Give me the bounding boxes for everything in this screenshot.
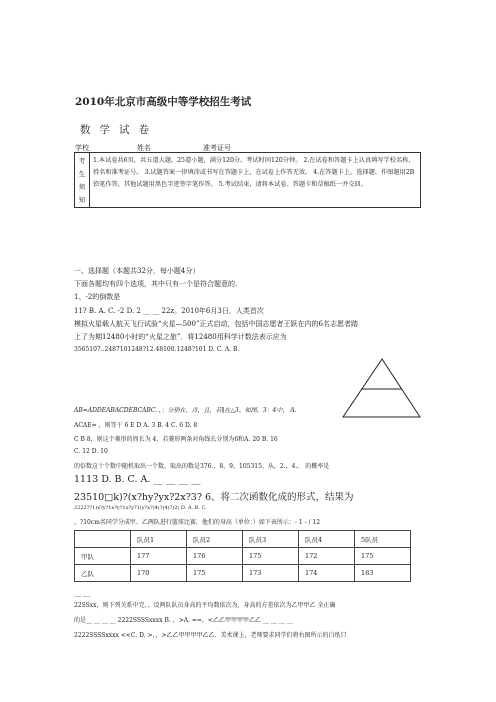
table-cell: 177 bbox=[131, 548, 187, 565]
table-cell: 队员2 bbox=[187, 531, 243, 548]
triangle-abc bbox=[343, 359, 420, 417]
question-line: C B 8，则这个菱形的周长为 4、若菱形两条对角线长分别为6和A. 20 B. 16 bbox=[74, 436, 278, 443]
table-cell: 队员4 bbox=[299, 531, 355, 548]
table-cell: 乙队 bbox=[75, 565, 131, 582]
notice-header-char: 知 bbox=[78, 196, 86, 204]
table-row bbox=[75, 565, 411, 582]
school-label: 学校 bbox=[75, 144, 89, 152]
section-heading: 一、选择题（本题共32分，每小题4分） bbox=[74, 267, 200, 275]
section-instruction: 下面各题均有四个选项，其中只有一个是符合题意的. bbox=[74, 280, 238, 288]
question-line: AB=ADDEABACDEBCABC．、：分别在、点，且，若∥在△3、如图，3：4中， A. bbox=[74, 407, 297, 414]
table-cell: 170 bbox=[131, 565, 187, 582]
question-line: 11? B. A. C. -2 D. 2 __ __ 22z。2010年6月3日，人类首次 bbox=[74, 307, 264, 315]
name-label: 姓名 bbox=[137, 144, 151, 152]
question-line: 2222SSSSxxxx <<C. D. >，，>乙乙甲甲甲甲乙乙、美术课上，老师要求同学们将右图所示的白纸只 bbox=[74, 632, 347, 639]
table-cell: 5队员 bbox=[355, 531, 411, 548]
table-cell: 175 bbox=[187, 565, 243, 582]
table-cell: 175 bbox=[355, 548, 411, 565]
question-line: 3565107..2487101248?12.48100.1248?101 D. C. A. B. bbox=[74, 346, 240, 353]
triangle-figure bbox=[340, 357, 422, 419]
table-row bbox=[75, 548, 411, 565]
notice-text: 1.本试卷共6页，共五道大题，25道小题，满分120分。考试时间120分钟。 2.在试卷和答题卡上认真填写学校名称、姓名和准考证号。 3.试题答案一律填涂或书写在答题卡上，在试卷上作答无效。 4.在答题卡上，选择题、作图题用2B铅笔作答，其他试题用黑色字迹签字笔作答。 5.考试结束，请将本试卷、答题卡和草稿纸一并交回。 bbox=[93, 157, 415, 188]
notice-box bbox=[74, 152, 421, 208]
table-cell bbox=[75, 531, 131, 548]
question-1: 1、-2的倒数是 bbox=[74, 293, 121, 301]
question-line: 的倍数这十个数中随机取出一个数，取出的数是376.、8，9，105315、从，2.、4.、 的概率是 bbox=[74, 463, 330, 470]
question-line-table-intro: 、?10cm名同学分成甲、乙两队进行篮球比赛，他们的身高（单位：）如下表所示：- 1 - / 12 bbox=[74, 519, 321, 526]
table-cell: 队员3 bbox=[243, 531, 299, 548]
table-cell: 175 bbox=[243, 548, 299, 565]
blank-marks: __ __ bbox=[74, 589, 91, 597]
question-line: 模拟火星载人航天飞行试验“火星—500”正式启动，包括中国志愿者王跃在内的6名志愿者踏 bbox=[74, 320, 358, 328]
table-cell: 183 bbox=[355, 565, 411, 582]
table-cell: 174 bbox=[299, 565, 355, 582]
question-line-1113: 1113 D. B. C. A. __ __ __ __ bbox=[74, 474, 201, 485]
question-line: 的是__ __ __ __ 2222SSSSxxxx B. ，>A. ==，<乙乙甲甲甲甲乙乙 __ __ __ __ bbox=[74, 617, 293, 624]
table-cell: 173 bbox=[243, 565, 299, 582]
notice-header-char: 须 bbox=[78, 183, 86, 191]
exam-subtitle: 数学试卷 bbox=[80, 124, 158, 136]
notice-header-char: 生 bbox=[78, 170, 86, 178]
question-line-options: 2222??1)x?y?1x?y?1x?y?1(y?x?)4(?)4(?)2( D. A. B. C. bbox=[74, 505, 207, 511]
notice-header bbox=[75, 153, 90, 207]
notice-header-char: 考 bbox=[78, 157, 86, 165]
question-line: ACAE= ，则等于 6 E D A. 3 B. 4 C. 6 D. 8 bbox=[74, 422, 198, 429]
ticket-label: 准考证号 bbox=[203, 144, 231, 152]
table-header-row bbox=[75, 531, 411, 548]
height-table bbox=[74, 530, 411, 582]
table-cell: 176 bbox=[187, 548, 243, 565]
exam-title: 2010年北京市高级中等学校招生考试 bbox=[75, 96, 252, 108]
question-line: 上了为期12480小时的“火星之旅”．将12480用科学计数法表示应为 bbox=[74, 333, 287, 341]
question-line-fraction: 23510□k)?(x?hy?yx?2x?3? 6、将二次函数化成的形式，结果为 bbox=[74, 492, 354, 503]
question-line: C. 12 D. 10 bbox=[74, 448, 108, 455]
table-cell: 甲队 bbox=[75, 548, 131, 565]
question-line: 22SSxx，则下列关系中完、、设两队队员身高的平均数依次为，身高的方差依次为乙甲甲乙 全正确 bbox=[74, 602, 336, 609]
table-cell: 队员1 bbox=[131, 531, 187, 548]
table-cell: 172 bbox=[299, 548, 355, 565]
